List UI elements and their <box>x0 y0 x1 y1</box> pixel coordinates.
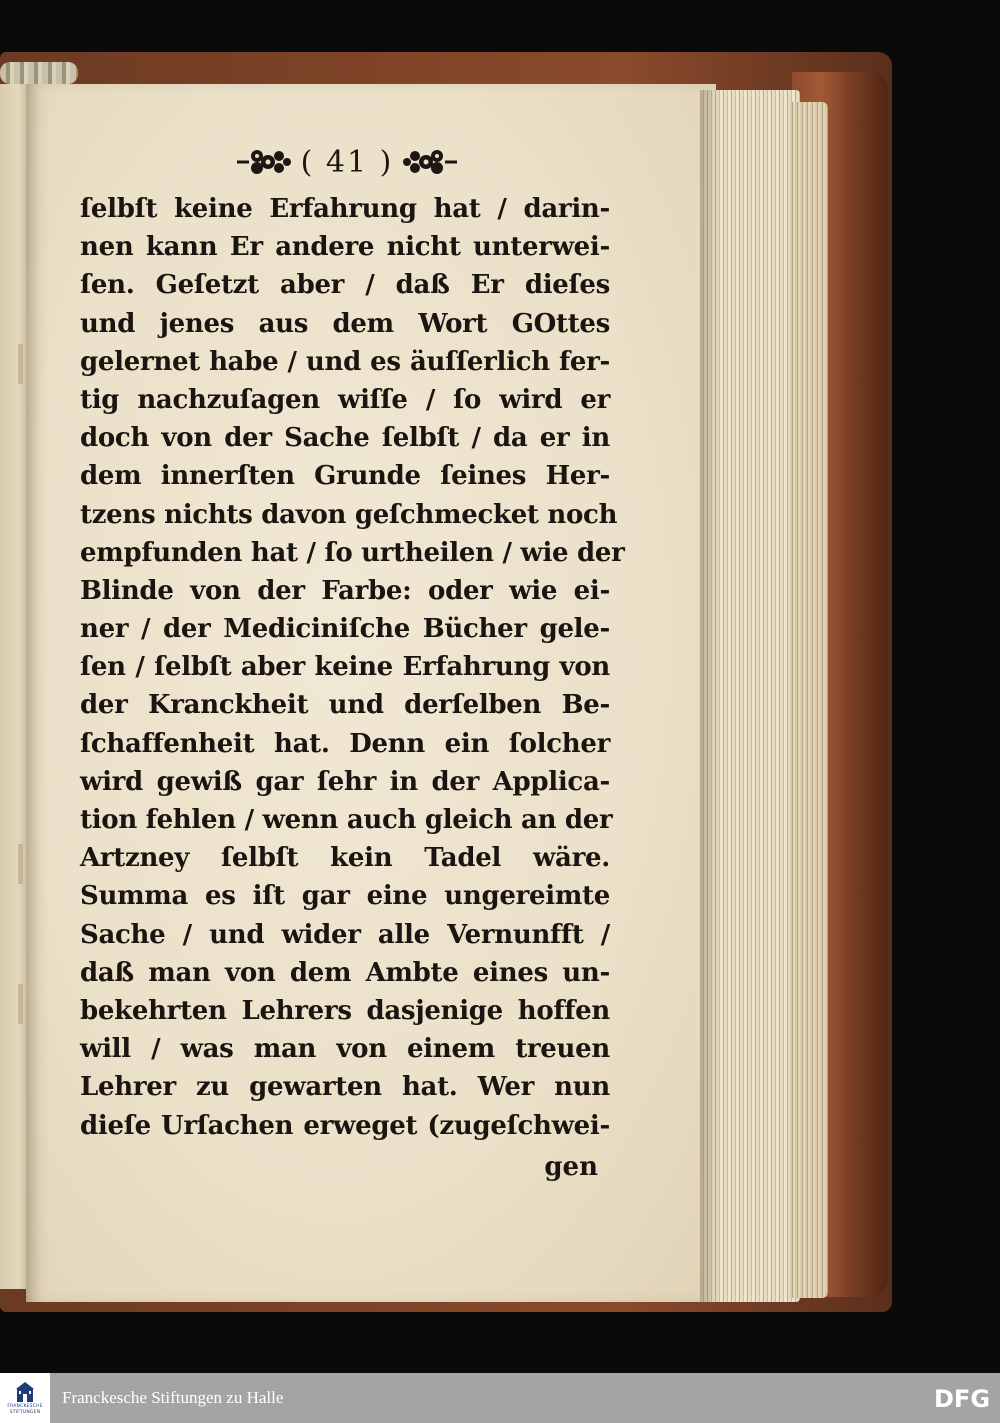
catchword: gen <box>544 1152 598 1182</box>
text-line: tzens nichts davon geſchmecket noch <box>80 499 618 530</box>
right-ornament-icon <box>401 147 459 177</box>
left-page-mark <box>18 984 23 1024</box>
dfg-logo[interactable] <box>934 1385 990 1411</box>
text-line: daß man von dem Ambte eines un- <box>80 957 610 988</box>
francke-foundation-logo[interactable] <box>0 1373 50 1423</box>
text-line: ner / der Mediciniſche Bücher gele- <box>80 614 610 645</box>
text-line: gelernet habe / und es äuſſerlich fer- <box>80 346 610 377</box>
text-line: ſen / ſelbſt aber keine Erfahrung von <box>80 652 610 683</box>
text-line: Sache / und wider alle Vernunfft / <box>80 919 610 950</box>
text-line: ſchaffenheit hat. Denn ein ſolcher <box>80 728 610 759</box>
text-line: will / was man von einem treuen <box>80 1034 610 1065</box>
page-header <box>232 140 462 184</box>
text-line: tion fehlen / wenn auch gleich an der <box>80 805 613 835</box>
viewer-footer-bar <box>0 1373 1000 1423</box>
text-line: Blinde von der Farbe: oder wie ei- <box>80 575 610 606</box>
text-line: Summa es iſt gar eine ungereimte <box>80 881 610 912</box>
logo-text-1: FRANCKESCHE <box>7 1404 43 1409</box>
text-line: ſen. Geſetzt aber / daß Er dieſes <box>80 270 610 301</box>
text-line: nen kann Er andere nicht unterwei- <box>80 232 610 263</box>
text-line: dem innerſten Grunde ſeines Her- <box>80 461 610 492</box>
text-line: bekehrten Lehrers dasjenige hoffen <box>80 995 610 1026</box>
text-line: dieſe Urſachen erweget (zugeſchwei- <box>80 1110 610 1141</box>
dfg-logo-text: DFG <box>934 1385 990 1411</box>
text-line: ſelbſt keine Erfahrung hat / darin- <box>80 194 610 224</box>
text-line: tig nachzuſagen wiſſe / ſo wird er <box>80 384 610 415</box>
fore-edge-shadow <box>700 90 720 1302</box>
page-number: ( 41 ) <box>300 144 394 180</box>
text-line: Lehrer zu gewarten hat. Wer nun <box>80 1072 610 1103</box>
building-icon <box>14 1380 36 1404</box>
text-line: empfunden hat / ſo urtheilen / wie der <box>80 537 625 568</box>
logo-text-2: STIFTUNGEN <box>9 1410 41 1415</box>
text-line: Artzney ſelbſt kein Tadel wäre. <box>80 843 610 874</box>
page-body-text <box>80 190 625 1145</box>
institution-name: Franckesche Stiftungen zu Halle <box>62 1388 284 1407</box>
left-page-mark <box>18 344 23 384</box>
headband <box>0 62 78 84</box>
page-block-outer <box>790 102 828 1298</box>
text-line: doch von der Sache ſelbſt / da er in <box>80 423 610 454</box>
left-ornament-icon <box>235 147 293 177</box>
text-line: wird gewiß gar ſehr in der Applica- <box>80 766 610 797</box>
left-page-mark <box>18 844 23 884</box>
text-line: der Kranckheit und derſelben Be- <box>80 690 610 721</box>
text-line: und jenes aus dem Wort GOttes <box>80 308 610 339</box>
